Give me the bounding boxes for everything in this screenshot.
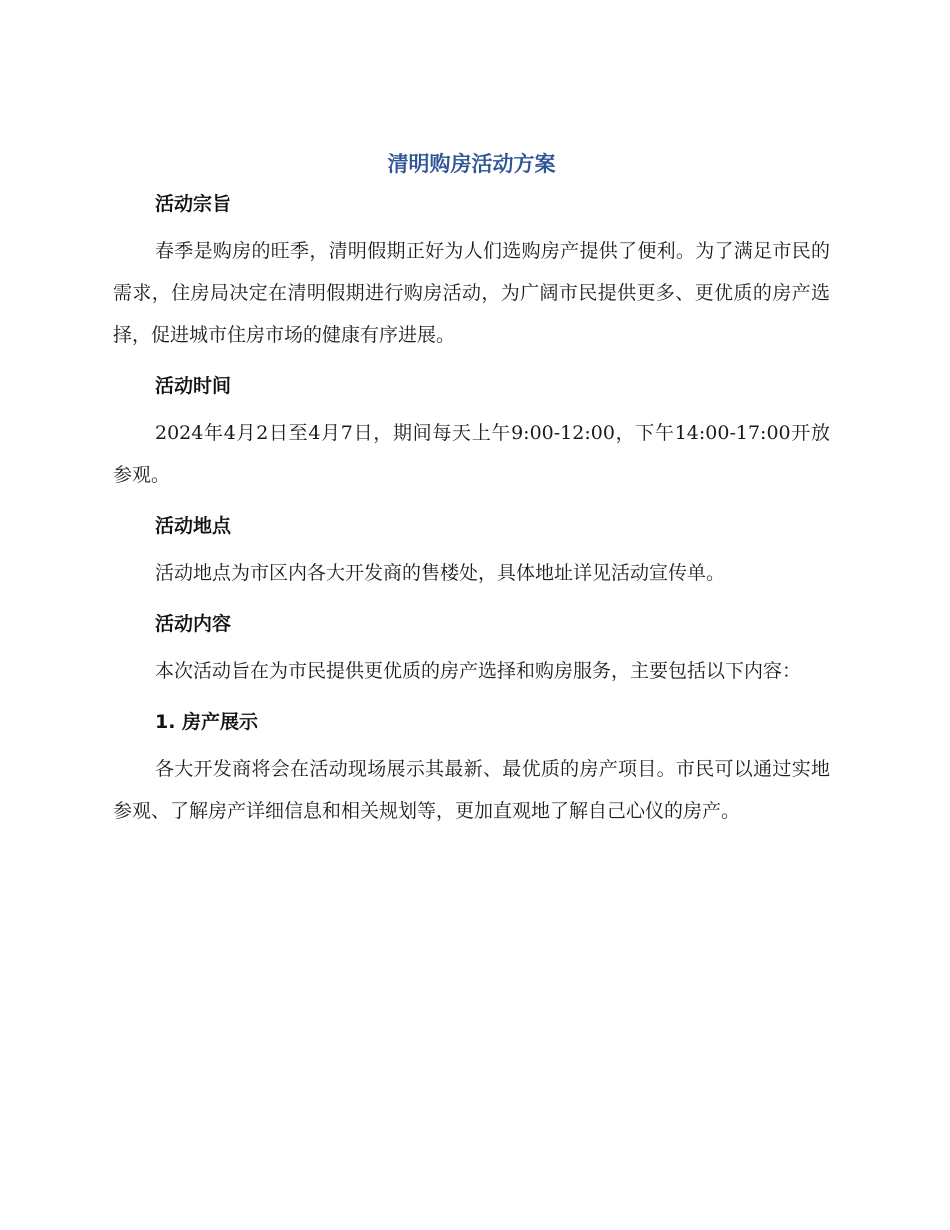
section-heading-time: 活动时间 [155, 375, 232, 397]
section-heading-purpose: 活动宗旨 [155, 193, 232, 215]
section-paragraph-property-display: 各大开发商将会在活动现场展示其最新、最优质的房产项目。市民可以通过实地参观、了解房产详细信息和相关规划等，更加直观地了解自己心仪的房产。 [113, 758, 830, 822]
section-heading-location: 活动地点 [155, 515, 232, 537]
document-body [113, 146, 830, 832]
section-paragraph-purpose: 春季是购房的旺季，清明假期正好为人们选购房产提供了便利。为了满足市民的需求，住房局决定在清明假期进行购房活动，为广阔市民提供更多、更优质的房产选择，促进城市住房市场的健康有序进展。 [113, 240, 830, 346]
section-heading-content: 活动内容 [155, 613, 232, 635]
section-paragraph-location: 活动地点为市区内各大开发商的售楼处，具体地址详见活动宣传单。 [155, 562, 726, 584]
section-paragraph-content: 本次活动旨在为市民提供更优质的房产选择和购房服务，主要包括以下内容： [155, 660, 802, 682]
document-title: 清明购房活动方案 [387, 152, 556, 176]
section-paragraph-time: 2024年4月2日至4月7日，期间每天上午9:00-12:00，下午14:00-17:00开放参观。 [113, 422, 830, 486]
section-heading-property-display: 1. 房产展示 [155, 711, 259, 733]
